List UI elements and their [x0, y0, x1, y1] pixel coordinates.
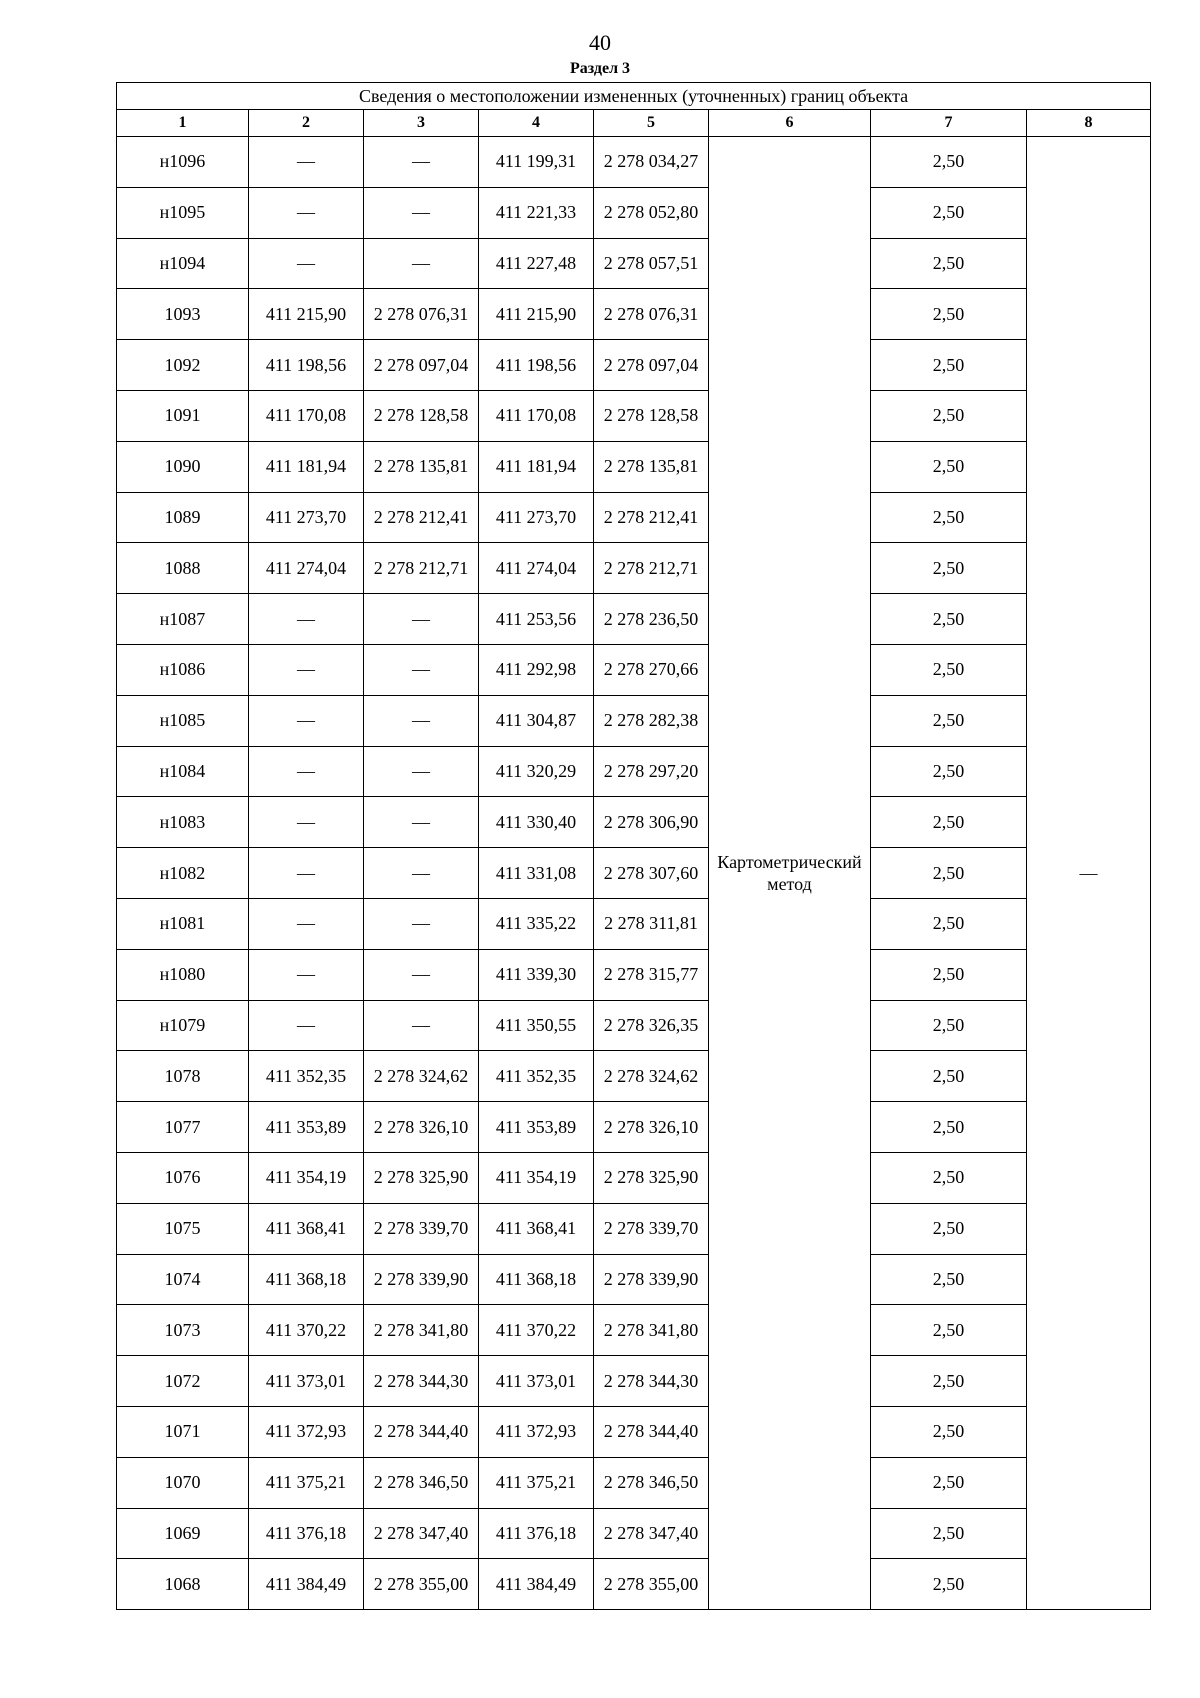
specified-y-cell: 2 278 212,41: [594, 492, 709, 543]
specified-y-cell: 2 278 347,40: [594, 1508, 709, 1559]
existing-y-cell: —: [364, 949, 479, 1000]
table-row: [117, 137, 1151, 188]
precision-cell: 2,50: [871, 1254, 1027, 1305]
precision-cell: 2,50: [871, 1356, 1027, 1407]
precision-cell: 2,50: [871, 594, 1027, 645]
specified-x-cell: 411 335,22: [479, 898, 594, 949]
existing-x-cell: 411 376,18: [249, 1508, 364, 1559]
specified-x-cell: 411 292,98: [479, 644, 594, 695]
table-row: [117, 390, 1151, 441]
existing-y-cell: —: [364, 1000, 479, 1051]
point-number-cell: 1076: [117, 1152, 249, 1203]
column-number: 1: [117, 110, 249, 137]
specified-y-cell: 2 278 297,20: [594, 746, 709, 797]
specified-x-cell: 411 170,08: [479, 390, 594, 441]
specified-y-cell: 2 278 344,30: [594, 1356, 709, 1407]
specified-y-cell: 2 278 339,70: [594, 1203, 709, 1254]
existing-x-cell: 411 368,41: [249, 1203, 364, 1254]
specified-x-cell: 411 376,18: [479, 1508, 594, 1559]
specified-y-cell: 2 278 339,90: [594, 1254, 709, 1305]
existing-y-cell: 2 278 097,04: [364, 340, 479, 391]
point-number-cell: 1070: [117, 1457, 249, 1508]
specified-x-cell: 411 353,89: [479, 1102, 594, 1153]
precision-cell: 2,50: [871, 746, 1027, 797]
column-number: 5: [594, 110, 709, 137]
table-row: [117, 1457, 1151, 1508]
specified-y-cell: 2 278 135,81: [594, 441, 709, 492]
specified-y-cell: 2 278 282,38: [594, 695, 709, 746]
existing-x-cell: 411 368,18: [249, 1254, 364, 1305]
existing-y-cell: 2 278 344,40: [364, 1406, 479, 1457]
specified-x-cell: 411 368,41: [479, 1203, 594, 1254]
existing-x-cell: —: [249, 848, 364, 899]
existing-x-cell: —: [249, 1000, 364, 1051]
point-number-cell: н1085: [117, 695, 249, 746]
table-row: [117, 1305, 1151, 1356]
existing-y-cell: 2 278 339,70: [364, 1203, 479, 1254]
precision-cell: 2,50: [871, 1102, 1027, 1153]
point-number-cell: н1094: [117, 238, 249, 289]
specified-x-cell: 411 375,21: [479, 1457, 594, 1508]
point-number-cell: н1080: [117, 949, 249, 1000]
table-row: [117, 1508, 1151, 1559]
specified-x-cell: 411 227,48: [479, 238, 594, 289]
specified-x-cell: 411 215,90: [479, 289, 594, 340]
precision-cell: 2,50: [871, 543, 1027, 594]
table-row: [117, 441, 1151, 492]
specified-x-cell: 411 370,22: [479, 1305, 594, 1356]
table-row: [117, 1000, 1151, 1051]
table-row: [117, 1203, 1151, 1254]
existing-x-cell: —: [249, 137, 364, 188]
specified-y-cell: 2 278 326,10: [594, 1102, 709, 1153]
point-number-cell: н1081: [117, 898, 249, 949]
column-8-cell: —: [1027, 137, 1151, 1610]
specified-x-cell: 411 304,87: [479, 695, 594, 746]
existing-y-cell: —: [364, 187, 479, 238]
specified-y-cell: 2 278 355,00: [594, 1559, 709, 1610]
existing-y-cell: —: [364, 898, 479, 949]
existing-x-cell: 411 215,90: [249, 289, 364, 340]
specified-y-cell: 2 278 097,04: [594, 340, 709, 391]
point-number-cell: н1087: [117, 594, 249, 645]
specified-x-cell: 411 373,01: [479, 1356, 594, 1407]
precision-cell: 2,50: [871, 695, 1027, 746]
existing-x-cell: —: [249, 187, 364, 238]
table-row: [117, 238, 1151, 289]
existing-x-cell: —: [249, 797, 364, 848]
precision-cell: 2,50: [871, 1000, 1027, 1051]
existing-x-cell: —: [249, 695, 364, 746]
precision-cell: 2,50: [871, 1457, 1027, 1508]
table-row: [117, 594, 1151, 645]
existing-x-cell: —: [249, 949, 364, 1000]
point-number-cell: 1072: [117, 1356, 249, 1407]
existing-y-cell: —: [364, 695, 479, 746]
precision-cell: 2,50: [871, 1305, 1027, 1356]
point-number-cell: 1073: [117, 1305, 249, 1356]
table-row: [117, 1051, 1151, 1102]
point-number-cell: н1086: [117, 644, 249, 695]
column-number-row: [117, 110, 1151, 137]
table-row: [117, 543, 1151, 594]
point-number-cell: н1082: [117, 848, 249, 899]
existing-y-cell: —: [364, 797, 479, 848]
point-number-cell: 1092: [117, 340, 249, 391]
table-row: [117, 898, 1151, 949]
specified-x-cell: 411 198,56: [479, 340, 594, 391]
table-caption: Сведения о местоположении измененных (уточненных) границ объекта: [117, 83, 1151, 110]
table-row: [117, 1406, 1151, 1457]
specified-x-cell: 411 320,29: [479, 746, 594, 797]
table-row: [117, 848, 1151, 899]
precision-cell: 2,50: [871, 1203, 1027, 1254]
specified-x-cell: 411 274,04: [479, 543, 594, 594]
existing-x-cell: 411 372,93: [249, 1406, 364, 1457]
existing-x-cell: 411 198,56: [249, 340, 364, 391]
point-number-cell: 1078: [117, 1051, 249, 1102]
precision-cell: 2,50: [871, 289, 1027, 340]
specified-x-cell: 411 384,49: [479, 1559, 594, 1610]
existing-x-cell: 411 354,19: [249, 1152, 364, 1203]
existing-y-cell: 2 278 212,71: [364, 543, 479, 594]
specified-y-cell: 2 278 324,62: [594, 1051, 709, 1102]
specified-x-cell: 411 350,55: [479, 1000, 594, 1051]
table-row: [117, 644, 1151, 695]
point-number-cell: н1079: [117, 1000, 249, 1051]
point-number-cell: 1090: [117, 441, 249, 492]
boundary-coordinates-table: [116, 82, 1151, 1610]
existing-x-cell: 411 375,21: [249, 1457, 364, 1508]
precision-cell: 2,50: [871, 1406, 1027, 1457]
existing-x-cell: —: [249, 238, 364, 289]
page-number: 40: [589, 30, 611, 55]
precision-cell: 2,50: [871, 441, 1027, 492]
existing-y-cell: 2 278 128,58: [364, 390, 479, 441]
specified-x-cell: 411 368,18: [479, 1254, 594, 1305]
point-number-cell: 1093: [117, 289, 249, 340]
column-number: 4: [479, 110, 594, 137]
existing-y-cell: 2 278 341,80: [364, 1305, 479, 1356]
table-row: [117, 949, 1151, 1000]
specified-y-cell: 2 278 311,81: [594, 898, 709, 949]
precision-cell: 2,50: [871, 949, 1027, 1000]
table-row: [117, 746, 1151, 797]
table-row: [117, 1152, 1151, 1203]
specified-x-cell: 411 330,40: [479, 797, 594, 848]
precision-cell: 2,50: [871, 1152, 1027, 1203]
existing-y-cell: 2 278 344,30: [364, 1356, 479, 1407]
point-number-cell: 1088: [117, 543, 249, 594]
precision-cell: 2,50: [871, 187, 1027, 238]
table-row: [117, 492, 1151, 543]
precision-cell: 2,50: [871, 137, 1027, 188]
section-title: Раздел 3: [569, 60, 631, 77]
specified-x-cell: 411 339,30: [479, 949, 594, 1000]
existing-y-cell: 2 278 346,50: [364, 1457, 479, 1508]
table-body: [117, 137, 1151, 1610]
column-number: 6: [709, 110, 871, 137]
specified-y-cell: 2 278 326,35: [594, 1000, 709, 1051]
specified-y-cell: 2 278 306,90: [594, 797, 709, 848]
existing-x-cell: 411 353,89: [249, 1102, 364, 1153]
specified-y-cell: 2 278 315,77: [594, 949, 709, 1000]
existing-y-cell: 2 278 076,31: [364, 289, 479, 340]
existing-y-cell: —: [364, 594, 479, 645]
existing-y-cell: —: [364, 644, 479, 695]
point-number-cell: н1084: [117, 746, 249, 797]
table-row: [117, 695, 1151, 746]
existing-y-cell: 2 278 212,41: [364, 492, 479, 543]
existing-y-cell: 2 278 324,62: [364, 1051, 479, 1102]
point-number-cell: 1075: [117, 1203, 249, 1254]
specified-y-cell: 2 278 236,50: [594, 594, 709, 645]
specified-y-cell: 2 278 346,50: [594, 1457, 709, 1508]
point-number-cell: 1068: [117, 1559, 249, 1610]
specified-x-cell: 411 221,33: [479, 187, 594, 238]
table-row: [117, 340, 1151, 391]
existing-y-cell: 2 278 347,40: [364, 1508, 479, 1559]
precision-cell: 2,50: [871, 644, 1027, 695]
method-cell: Картометрический метод: [709, 137, 871, 1610]
point-number-cell: 1074: [117, 1254, 249, 1305]
existing-y-cell: 2 278 326,10: [364, 1102, 479, 1153]
specified-y-cell: 2 278 057,51: [594, 238, 709, 289]
precision-cell: 2,50: [871, 1508, 1027, 1559]
table-row: [117, 1254, 1151, 1305]
point-number-cell: 1077: [117, 1102, 249, 1153]
specified-y-cell: 2 278 270,66: [594, 644, 709, 695]
existing-y-cell: —: [364, 746, 479, 797]
precision-cell: 2,50: [871, 238, 1027, 289]
specified-y-cell: 2 278 034,27: [594, 137, 709, 188]
existing-x-cell: 411 373,01: [249, 1356, 364, 1407]
specified-y-cell: 2 278 212,71: [594, 543, 709, 594]
table-row: [117, 1356, 1151, 1407]
table-row: [117, 1559, 1151, 1610]
existing-x-cell: 411 181,94: [249, 441, 364, 492]
existing-y-cell: —: [364, 848, 479, 899]
point-number-cell: н1096: [117, 137, 249, 188]
column-number: 8: [1027, 110, 1151, 137]
existing-x-cell: —: [249, 644, 364, 695]
existing-y-cell: 2 278 135,81: [364, 441, 479, 492]
existing-x-cell: 411 352,35: [249, 1051, 364, 1102]
specified-x-cell: 411 253,56: [479, 594, 594, 645]
existing-x-cell: 411 384,49: [249, 1559, 364, 1610]
point-number-cell: н1095: [117, 187, 249, 238]
precision-cell: 2,50: [871, 1559, 1027, 1610]
existing-y-cell: 2 278 325,90: [364, 1152, 479, 1203]
precision-cell: 2,50: [871, 492, 1027, 543]
column-number: 2: [249, 110, 364, 137]
specified-x-cell: 411 273,70: [479, 492, 594, 543]
existing-x-cell: 411 274,04: [249, 543, 364, 594]
existing-y-cell: 2 278 339,90: [364, 1254, 479, 1305]
column-number: 3: [364, 110, 479, 137]
specified-y-cell: 2 278 344,40: [594, 1406, 709, 1457]
point-number-cell: 1089: [117, 492, 249, 543]
specified-x-cell: 411 354,19: [479, 1152, 594, 1203]
column-number: 7: [871, 110, 1027, 137]
existing-y-cell: —: [364, 238, 479, 289]
existing-x-cell: —: [249, 594, 364, 645]
existing-y-cell: 2 278 355,00: [364, 1559, 479, 1610]
existing-x-cell: 411 170,08: [249, 390, 364, 441]
specified-x-cell: 411 352,35: [479, 1051, 594, 1102]
existing-x-cell: 411 370,22: [249, 1305, 364, 1356]
specified-y-cell: 2 278 052,80: [594, 187, 709, 238]
existing-x-cell: —: [249, 898, 364, 949]
point-number-cell: 1071: [117, 1406, 249, 1457]
specified-x-cell: 411 181,94: [479, 441, 594, 492]
existing-x-cell: —: [249, 746, 364, 797]
existing-y-cell: —: [364, 137, 479, 188]
table-row: [117, 289, 1151, 340]
precision-cell: 2,50: [871, 1051, 1027, 1102]
specified-y-cell: 2 278 325,90: [594, 1152, 709, 1203]
specified-y-cell: 2 278 341,80: [594, 1305, 709, 1356]
table-row: [117, 797, 1151, 848]
specified-y-cell: 2 278 307,60: [594, 848, 709, 899]
precision-cell: 2,50: [871, 848, 1027, 899]
specified-x-cell: 411 199,31: [479, 137, 594, 188]
specified-y-cell: 2 278 128,58: [594, 390, 709, 441]
precision-cell: 2,50: [871, 340, 1027, 391]
table-row: [117, 187, 1151, 238]
point-number-cell: 1069: [117, 1508, 249, 1559]
specified-y-cell: 2 278 076,31: [594, 289, 709, 340]
point-number-cell: 1091: [117, 390, 249, 441]
precision-cell: 2,50: [871, 390, 1027, 441]
precision-cell: 2,50: [871, 797, 1027, 848]
table-row: [117, 1102, 1151, 1153]
point-number-cell: н1083: [117, 797, 249, 848]
existing-x-cell: 411 273,70: [249, 492, 364, 543]
specified-x-cell: 411 331,08: [479, 848, 594, 899]
specified-x-cell: 411 372,93: [479, 1406, 594, 1457]
precision-cell: 2,50: [871, 898, 1027, 949]
